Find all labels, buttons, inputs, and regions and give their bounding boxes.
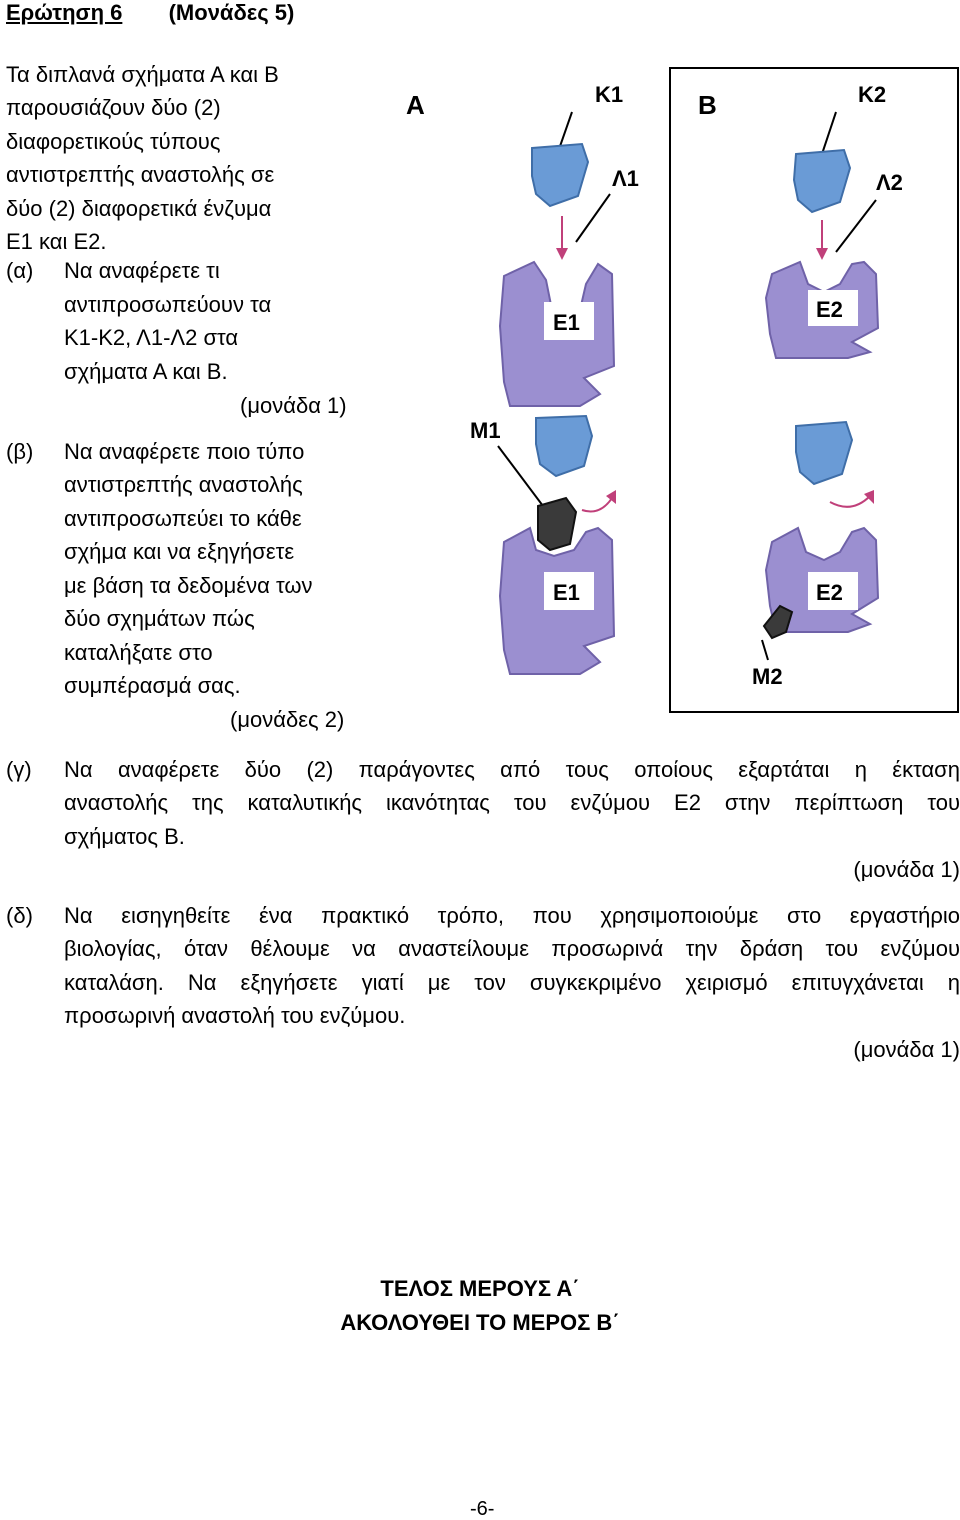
continue-part-b: ΑΚΟΛΟΥΘΕΙ ΤΟ ΜΕΡΟΣ Β΄ [340, 1310, 620, 1335]
substrate-icon [536, 416, 592, 476]
part-c-line: Να αναφέρετε δύο (2) παράγοντες από τους οποίους εξαρτάται η έκταση [64, 757, 960, 782]
arrow-head-icon [864, 490, 874, 504]
part-a-points: (μονάδα 1) [240, 393, 347, 418]
part-a-line: Κ1-Κ2, Λ1-Λ2 στα [64, 325, 239, 350]
part-a-label: (α) [6, 258, 34, 283]
intro-line: Τα διπλανά σχήματα Α και Β [6, 62, 279, 87]
part-c-label: (γ) [6, 757, 32, 782]
panel-a-l-label: Λ1 [612, 166, 639, 191]
part-b-label: (β) [6, 439, 34, 464]
arrow-head-icon [816, 248, 828, 260]
part-a-line: αντιπροσωπεύουν τα [64, 292, 272, 317]
panel-a-m-label: Μ1 [470, 418, 501, 443]
part-a-line: σχήματα Α και Β. [64, 359, 228, 384]
page-number: -6- [470, 1498, 495, 1520]
arrow-icon [830, 496, 870, 507]
part-d-points: (μονάδα 1) [853, 1037, 960, 1062]
part-b-line: δύο σχημάτων πώς [64, 606, 255, 631]
inhibitor-m1-icon [538, 498, 576, 550]
e2-bottom-label: Ε2 [816, 580, 843, 605]
panel-a-title: Α [406, 90, 425, 120]
part-c-line: σχήματος Β. [64, 824, 185, 849]
e1-bottom-label: Ε1 [553, 580, 580, 605]
inhibitor-m2-icon [764, 606, 792, 638]
panel-b-title: Β [698, 90, 717, 120]
arrow-head-icon [606, 490, 616, 504]
arrow-icon [582, 498, 612, 512]
part-b-points: (μονάδες 2) [230, 707, 345, 732]
question-points: (Μονάδες 5) [168, 0, 295, 25]
intro-line: δύο (2) διαφορετικά ένζυμα [6, 196, 272, 221]
m2-leader-line [762, 640, 768, 660]
part-c-points: (μονάδα 1) [853, 857, 960, 882]
panel-b-l-label: Λ2 [876, 170, 903, 195]
l1-leader-line [576, 194, 610, 242]
part-d-line: προσωρινή αναστολή του ενζύμου. [64, 1003, 406, 1028]
part-b-line: σχήμα και να εξηγήσετε [64, 539, 295, 564]
part-c-line: αναστολής της καταλυτικής ικανότητας του ενζύμου Ε2 στην περίπτωση του [64, 790, 960, 815]
substrate-icon [794, 150, 850, 212]
question-heading [6, 0, 294, 26]
intro-line: παρουσιάζουν δύο (2) [6, 95, 221, 120]
intro-line: αντιστρεπτής αναστολής σε [6, 162, 275, 187]
question-title: Ερώτηση 6 [6, 0, 123, 25]
intro-line: διαφορετικούς τύπους [6, 129, 221, 154]
end-of-part-a: ΤΕΛΟΣ ΜΕΡΟΥΣ Α΄ [380, 1276, 580, 1301]
part-d-line: καταλάση. Να εξηγήσετε γιατί με τον συγκεκριμένο χειρισμό επιτυγχάνεται η [64, 970, 960, 995]
part-d-label: (δ) [6, 903, 33, 928]
part-d-line: Να εισηγηθείτε ένα πρακτικό τρόπο, που χρησιμοποιούμε στο εργαστήριο [64, 903, 960, 928]
part-a-line: Να αναφέρετε τι [64, 258, 220, 283]
e1-top-label: Ε1 [553, 310, 580, 335]
intro-line: Ε1 και Ε2. [6, 229, 107, 254]
substrate-icon [796, 422, 852, 484]
e2-top-label: Ε2 [816, 297, 843, 322]
part-b-line: Να αναφέρετε ποιο τύπο [64, 439, 305, 464]
part-b-line: συμπέρασμά σας. [64, 673, 241, 698]
part-b-line: καταλήξατε στο [64, 640, 213, 665]
arrow-head-icon [556, 248, 568, 260]
substrate-icon [532, 144, 588, 206]
enzyme-inhibition-figure [400, 66, 960, 716]
part-d-line: βιολογίας, όταν θέλουμε να αναστείλουμε προσωρινά την δράση του ενζύμου [64, 936, 960, 961]
part-b-line: αντιπροσωπεύει το κάθε [64, 506, 302, 531]
panel-a-k-label: Κ1 [595, 82, 624, 107]
panel-b-k-label: Κ2 [858, 82, 887, 107]
l2-leader-line [836, 200, 876, 252]
part-b-line: με βάση τα δεδομένα των [64, 573, 313, 598]
panel-b-m-label: Μ2 [752, 664, 783, 689]
part-b-line: αντιστρεπτής αναστολής [64, 472, 303, 497]
